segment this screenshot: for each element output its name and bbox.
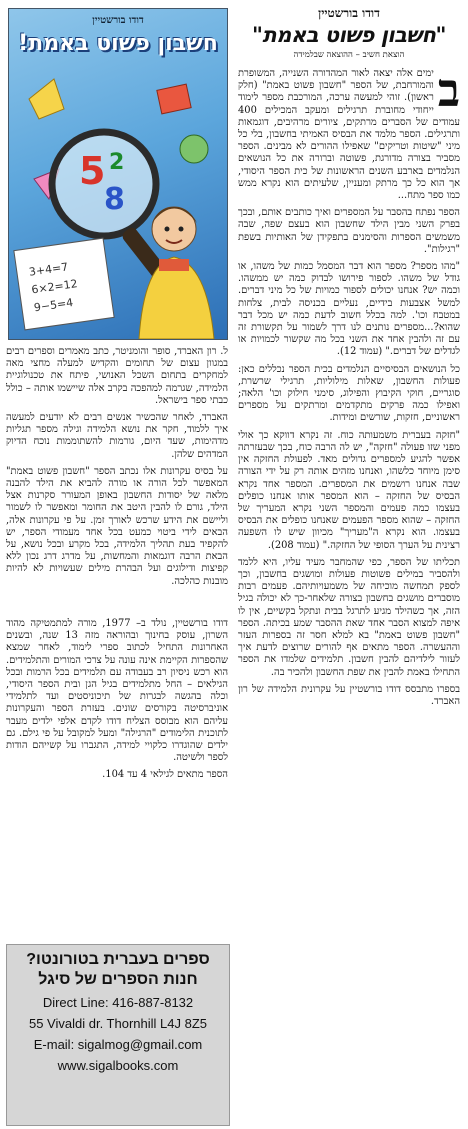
- ad-store-name: חנות הספרים של סיגל: [38, 971, 198, 988]
- article-paragraph: תכליתו של הספר, כפי שהמחבר מעיד עליו, היא ללמד ולהסביר במילים פשוטות פעולות ומושגים בחשבון, וכך לספק תמחשה מוכיחה של משמעויותיהם. פעמים רבות מוסברים מושגים בחשבון בצורה שלאחר-כך לא יכולה בגיל הזה, אך כשהילד מגיע לתרגל בבית ונתקל בקשיים, אין לו איפה למצוא הסבר אחד שאת ההסבר שמע בכיתה. הספר "חשבון פשוט באמת" בא למלא חסר זה בספרות העזר וההעשרה. הספר מתאים אף להורים שרוצים לדעת איך לעזור לילדיהם להבין חשבון. תלמידים שלמדו את הספר התחילו באמת להבין את שפת החשבון ולהכיר בה.: [238, 556, 460, 678]
- ad-headline: ספרים בעברית בטורונטו?: [26, 951, 210, 968]
- ad-address: 55 Vivaldi dr. Thornhill L4J 8Z5: [28, 1016, 207, 1031]
- svg-text:5: 5: [79, 149, 106, 193]
- book-cover: [8, 8, 228, 340]
- svg-text:8: 8: [104, 182, 125, 217]
- article-author: דודו בורשטיין: [318, 6, 380, 20]
- article-left-column: [6, 346, 228, 618]
- cover-title: חשבון פשוט באמת!: [18, 31, 218, 56]
- bookstore-ad: [6, 944, 230, 1126]
- ad-website[interactable]: www.sigalbooks.com: [57, 1058, 179, 1073]
- ad-email[interactable]: E-mail: sigalmog@gmail.com: [33, 1037, 203, 1052]
- svg-text:6×2=12: 6×2=12: [30, 277, 79, 297]
- article-paragraph: ל. רון האברד, סופר והומניטר, כתב מאמרים וספרים רבים במגוון עצום של תחומים והקדיש למעלה מחצי מאה למחקרים בתחום השכל האנושי, פיתח את טכנולוגיית הלמידה, שגרמה למהפכה בקרב אלה שיישמו אותה – כולל כבתי ספר בישראל.: [6, 346, 228, 406]
- svg-text:2: 2: [109, 150, 125, 175]
- svg-text:9−5=4: 9−5=4: [33, 295, 74, 315]
- drop-cap: ב: [437, 63, 460, 117]
- svg-text:3+4=7: 3+4=7: [28, 260, 69, 279]
- article-paragraph: בספרו מתבסס דודו בורשטיין על עקרונית הלמידה של רון האברד.: [238, 683, 460, 707]
- article-paragraph: הספר נפתח בהסבר על המספרים ואיך כותבים אותם, ובכך בפרק השני מבין הילד שחשבון הוא בעצם שפה, שבה משמשים הספרות והסימנים בתפקידן של האותיות בשפת "רגילות".: [238, 207, 460, 255]
- article-paragraph: כל הנושאים הבסיסיים הנלמדים בכית הספר נכללים כאן: פעולות החשבון, שאלות מילוליות, תרגילי שרשרת, סוגריים, חוקי הקיבוץ והפילוג, סימני חילוק וכו' הלאה; ואפילו כמה פרקים מתקדמים ומרתקים על מספרים ראשוניים, חזקות, שורשים ומידות.: [238, 363, 460, 424]
- article-paragraph: דודו בורשטיין, נולד ב– 1977, מורה למתמטיקה מהוד השרון, עוסק בחינוך ובהוראה מזה 13 שנה, ובשנים האחרונות התחיל לכתוב ספרי לימוד, לאחר שמצא שהספרות הקיימת אינה עונה על צרכי המורים והתלמידים. הוא רכש ניסיון רב בעבודה עם תלמידים בכל הרמות ובכל הגילאים – החל מתלמידים בגיל הגן ובית הספר היסודי, וכלה בהגשה לבגרות של תיכוניסטים ועד לתלמידי אוניברסיטה בקורסים שונים. בעזרת הספר והעקרונות עליהם הוא מבוסס הצליח דודו לקדם אלפי ילדים מעבר לתוכנית הלימודים "הרגילה" ומעל למקובל על פי גילם. גם ילדים שהוגדרו כלקויי למידה, התגברו על קשייהם הודות לספר ולשיטה.: [6, 618, 228, 764]
- article-paragraph: ב ימים אלה יצאה לאור המהדורה השנייה, המשופרת והמורחבת, של הספר "חשבון פשוט באמת" (חלק ראשון). זוהי למעשה ערכה, המורכבת מספר לימוד ייחודי מחוברת תרגילים ומעקב המכילים 400 עמודים של הסברים מרתקים, ציורים מרהיבים, דוגמאות ותרגילים. הספר מלמד את הבסיס האמיתי בחשבון, בלי כל מיני "שיטות וטריקים" שאפילו ההורים לא מבינים. הספר מסביר בצורה מדורגת, פשוטה וברורה את כל הנושאים הנלמדים בארבע השנים הראשונות של כית הספר היסודי, אך הוא כל כך מרתק ומעניין, שלעיתים הוא נקרא ממש כמו ספר מתח...: [238, 63, 460, 202]
- article-left-column-lower: [6, 618, 228, 860]
- article-paragraph: "מהו מספר? מספר הוא דבר המסמל כמות של משהו, או גודל של משהו. לספור פירושו לבדוק כמה יש ממשהו. וכמה יש? אנחנו יכולים לספור כמויות של כל מיני דברים. למשל אצבעות בידיים, נעליים בכניסה לבית, צלחות במטבח וכו'. למה בכלל חשוב לדעת כמה יש מכל דבר שהוא?...מספרים נותנים לנו דרך לשמור על תקשורת זה עם זה ולהבין אחד את השני בכל מה שקשור לכמויות או לגדלים של דברים." (עמוד 12).: [238, 261, 460, 358]
- cover-illustration: [9, 9, 227, 339]
- article-paragraph: הספר מתאים לגילאי 4 עד 104.: [102, 769, 228, 781]
- article-right-column: [238, 6, 460, 1124]
- article-paragraph: "חזקה בעברית משמעותה כוח. זה נקרא דווקא כך אולי מפני שזו פעולה "חזקה", יש לה הרבה כוח, בכך שבעזרתה אפשר להגיע למספרים גדולים מאד. לפעולת החזקה אין סימן מיוחד כלשהו, ואנחנו מזהים אותה רק על ידי הצורה שבה אנחנו רושמים את המספרים. המספר אחד נקרא הבסיס של החזקה – הוא המספר אותו אנחנו כופלים בעצמו כמה פעמים והמספר השני נקרא המעריך של החזקה – שהוא מספר הפעמים שאנחנו כופלים את הבסיס בעצמו. הוא נקרא ה"מעריך" מכיוון שיש לו השפעה רצינית על הערך הסופי של החזקה." (עמוד 208).: [238, 429, 460, 551]
- article-title: "חשבון פשוט באמת": [251, 23, 446, 47]
- cover-author: דודו בורשטיין: [92, 15, 144, 26]
- ad-phone: Direct Line: 416-887-8132: [42, 995, 194, 1010]
- article-paragraph: האברד, לאחר שהכשיר אנשים רבים לא יודעים למעשה איך ללמוד, חקר את נושא הלמידה וגילה מספר תגליות מדהימות, שעד היום, גורמות להשתוממות נוכח הדיוק המדהים שלהן.: [6, 412, 228, 460]
- article-paragraph: על בסיס עקרונות אלו נכתב הספר "חשבון פשוט באמת" המאפשר לכל הורה או מורה להביא את הילד להבנה מלאה של יסודות החשבון באופן המעורר סקרנות אצל הילד, גורם לו להבין היטב את החומר ומאפשר לו לשמור וליישם את הידע שרכש לאורך זמן. על פי עקרונות אלה, הבאים לידי ביטוי כמעט בכל אחד מעמודי הספר, יש להקפיד בעת תהליך הלמידה, בכל מקרע ובכל נושא, על הבאת הרבה דוגמאות והמחשות, על מדרג דרג נכון ללא קפיצות ודילוגים ועל הבהרת מילים שעשויות לא להיות מובנות כהלכה.: [6, 465, 228, 587]
- article-publisher: הוצאת חשיב – ההוצאה שבלמידה: [293, 50, 405, 60]
